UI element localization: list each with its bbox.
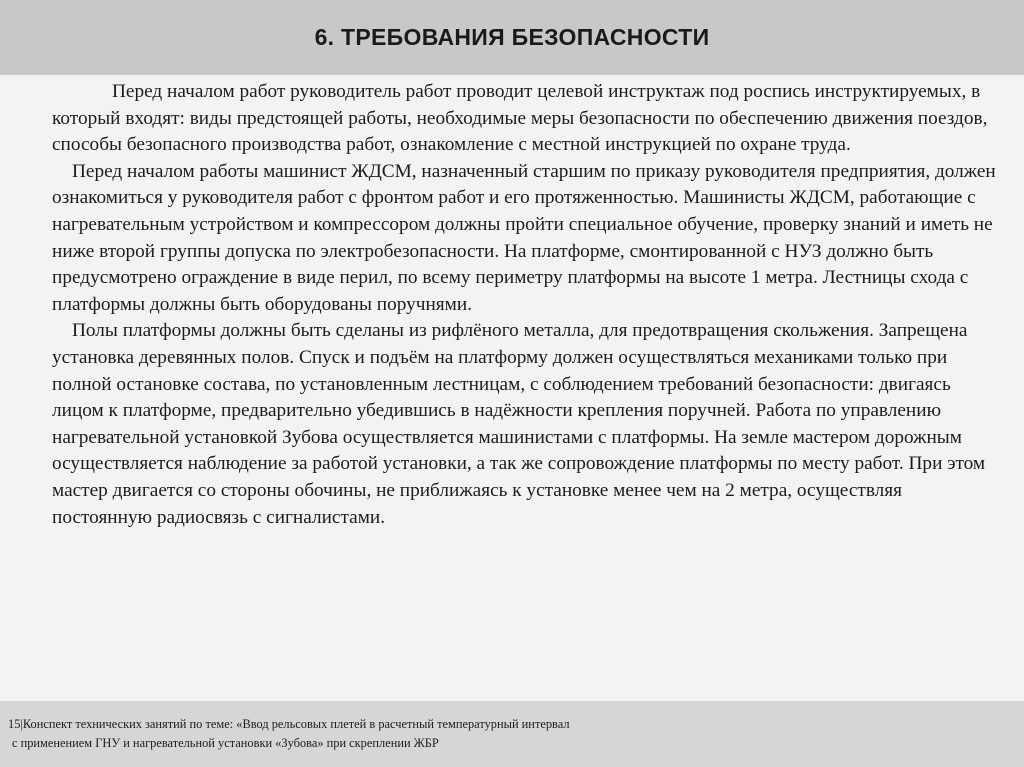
slide-footer xyxy=(0,701,1024,767)
paragraph-briefing: Перед началом работ руководитель работ проводит целевой инструктаж под роспись инструктируемых, в который входят: виды предстоящей работы, необходимые меры безопасности по обеспечению движения поездов, способы безопасного производства работ, ознакомление с местной инструкцией по охране труда. xyxy=(52,81,988,156)
slide-body xyxy=(52,79,1004,531)
paragraph-machinist: Перед началом работы машинист ЖДСМ, назначенный старшим по приказу руководителя предприятия, должен ознакомиться у руководителя работ с фронтом работ и его протяженностью. Машинисты ЖДСМ, работающие с нагревательным устройством и компрессором должны пройти специальное обучение, проверку знаний и иметь не ниже второй группы допуска по электробезопасности. На платформе, смонтированной с НУЗ должно быть предусмотрено ограждение в виде перил, по всему периметру платформы на высоте 1 метра. Лестницы схода с платформы должны быть оборудованы поручнями. xyxy=(52,160,996,315)
slide-header xyxy=(0,0,1024,75)
footer-caption xyxy=(8,715,570,753)
footer-line-2: с применением ГНУ и нагревательной установки «Зубова» при скреплении ЖБР xyxy=(12,736,439,750)
footer-line-1: 15|Конспект технических занятий по теме: «Ввод рельсовых плетей в расчетный температурный интервал xyxy=(8,717,570,731)
slide-title: 6. ТРЕБОВАНИЯ БЕЗОПАСНОСТИ xyxy=(314,24,710,50)
paragraph-platform: Полы платформы должны быть сделаны из рифлёного металла, для предотвращения скольжения. Запрещена установка деревянных полов. Спуск и подъём на платформу должен осуществляться механиками только при полной остановке состава, по установленным лестницам, с соблюдением требований безопасности: двигаясь лицом к платформе, предварительно убедившись в надёжности крепления поручней. Работа по управлению нагревательной установкой Зубова осуществляется машинистами с платформы. На земле мастером дорожным осуществляется наблюдение за работой установки, а так же сопровождение платформы по месту работ. При этом мастер двигается со стороны обочины, не приближаясь к установке менее чем на 2 метра, осуществляя постоянную радиосвязь с сигналистами. xyxy=(52,320,986,528)
